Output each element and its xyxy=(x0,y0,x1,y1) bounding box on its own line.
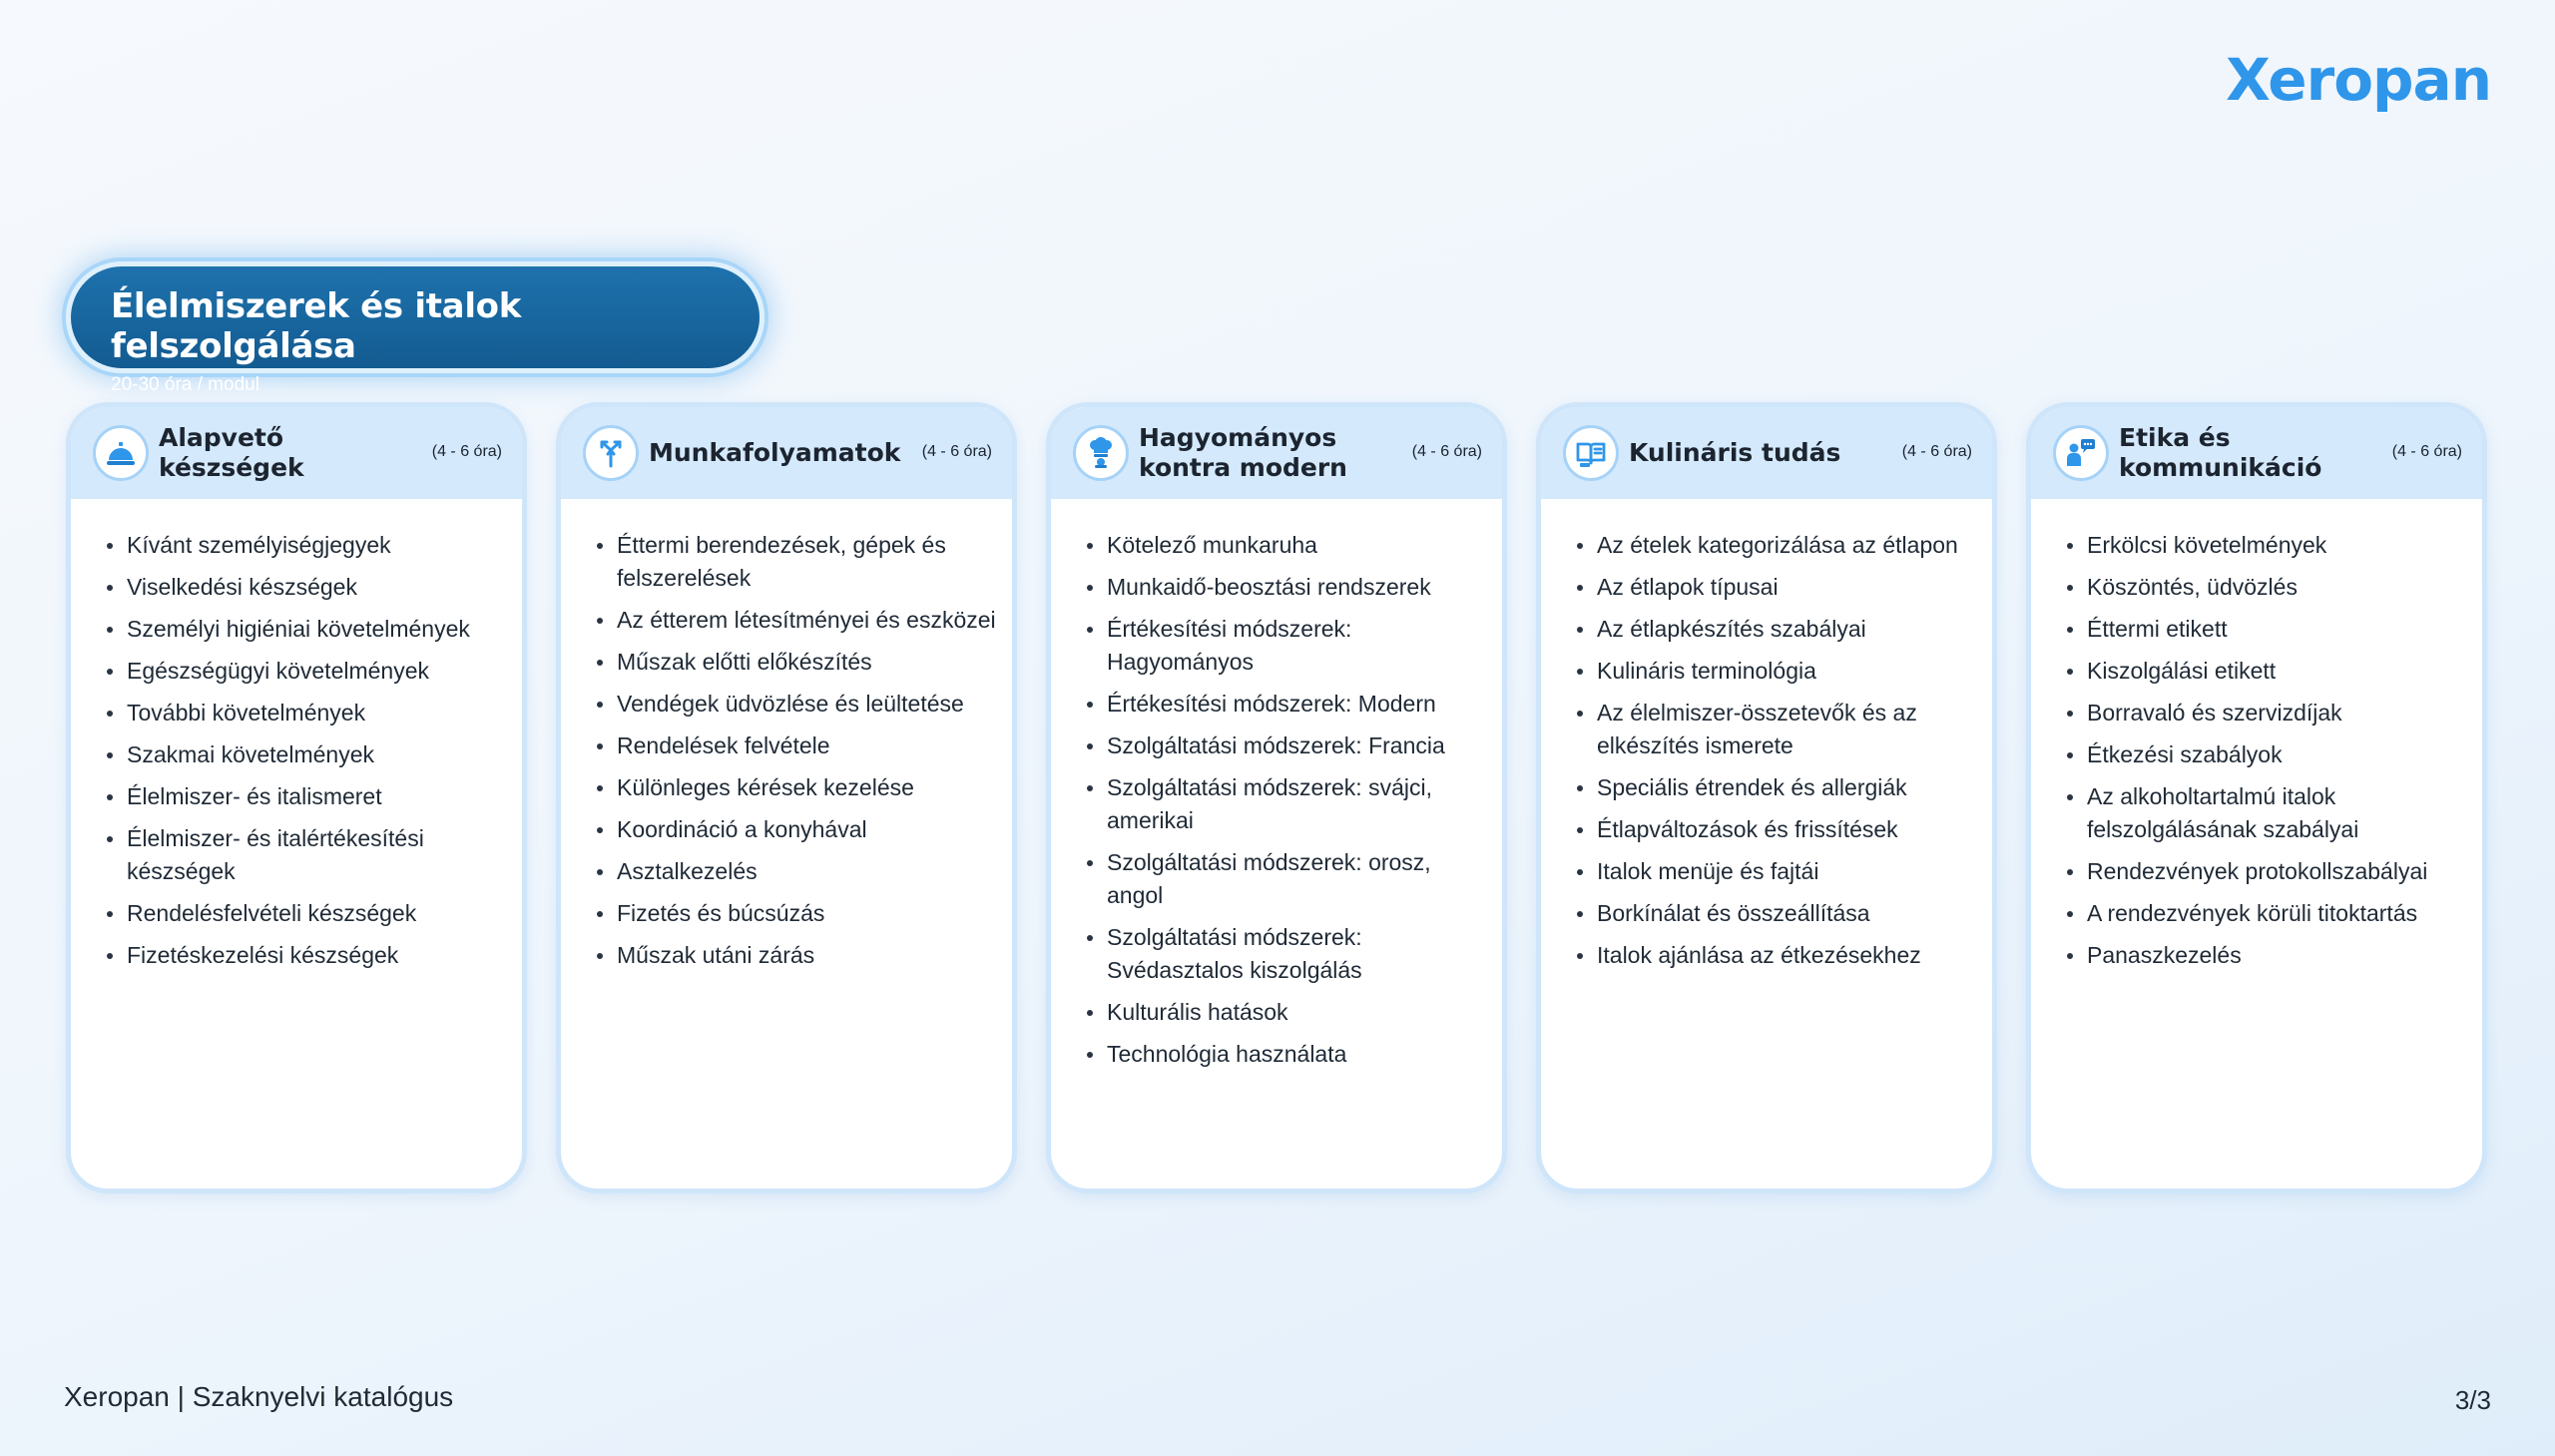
list-item: Rendelések felvétele xyxy=(597,729,998,762)
list-item: Az étlapok típusai xyxy=(1577,571,1978,604)
card-header xyxy=(561,407,1012,499)
chef-icon xyxy=(1073,425,1129,481)
list-item: Éttermi berendezések, gépek és felszerelések xyxy=(597,529,998,595)
module-duration: 20-30 óra / modul xyxy=(111,374,259,395)
card-alapveto-keszsegek xyxy=(66,402,527,1194)
card-topic-list xyxy=(561,499,1012,972)
card-title: Hagyományos kontra modern xyxy=(1139,423,1347,482)
list-item: Élelmiszer- és italértékesítési készségek xyxy=(107,822,508,888)
card-title: Etika és kommunikáció xyxy=(2119,423,2322,482)
list-item: Értékesítési módszerek: Modern xyxy=(1087,688,1488,721)
card-header xyxy=(1541,407,1992,499)
list-item: A rendezvények körüli titoktartás xyxy=(2067,897,2468,930)
xeropan-logo: Xeropan xyxy=(2226,46,2491,114)
card-topic-list xyxy=(2031,499,2482,972)
card-hagyomanyos-kontra-modern xyxy=(1046,402,1507,1194)
list-item: Italok ajánlása az étkezésekhez xyxy=(1577,939,1978,972)
list-item: Fizetés és búcsúzás xyxy=(597,897,998,930)
card-header xyxy=(71,407,522,499)
list-item: Borkínálat és összeállítása xyxy=(1577,897,1978,930)
list-item: Erkölcsi követelmények xyxy=(2067,529,2468,562)
list-item: Technológia használata xyxy=(1087,1038,1488,1071)
card-topic-list xyxy=(71,499,522,972)
list-item: Panaszkezelés xyxy=(2067,939,2468,972)
list-item: Kulináris terminológia xyxy=(1577,655,1978,688)
card-hours: (4 - 6 óra) xyxy=(1901,443,1972,460)
list-item: Kívánt személyiségjegyek xyxy=(107,529,508,562)
list-item: Az étlapkészítés szabályai xyxy=(1577,613,1978,646)
list-item: Rendelésfelvételi készségek xyxy=(107,897,508,930)
list-item: Szakmai követelmények xyxy=(107,738,508,771)
card-hours: (4 - 6 óra) xyxy=(1411,443,1482,460)
list-item: Szolgáltatási módszerek: Francia xyxy=(1087,729,1488,762)
list-item: Élelmiszer- és italismeret xyxy=(107,780,508,813)
card-hours: (4 - 6 óra) xyxy=(431,443,502,460)
list-item: Értékesítési módszerek: Hagyományos xyxy=(1087,613,1488,679)
list-item: Vendégek üdvözlése és leültetése xyxy=(597,688,998,721)
list-item: Személyi higiéniai követelmények xyxy=(107,613,508,646)
list-item: Különleges kérések kezelése xyxy=(597,771,998,804)
card-title: Munkafolyamatok xyxy=(649,438,901,467)
topic-cards xyxy=(66,402,2487,1194)
card-hours: (4 - 6 óra) xyxy=(2391,443,2462,460)
card-hours: (4 - 6 óra) xyxy=(921,443,992,460)
list-item: Az ételek kategorizálása az étlapon xyxy=(1577,529,1978,562)
list-item: Köszöntés, üdvözlés xyxy=(2067,571,2468,604)
list-item: Kulturális hatások xyxy=(1087,996,1488,1029)
list-item: Speciális étrendek és allergiák xyxy=(1577,771,1978,804)
list-item: Étlapváltozások és frissítések xyxy=(1577,813,1978,846)
footer-catalog-label: Xeropan | Szaknyelvi katalógus xyxy=(64,1381,454,1412)
list-item: Az alkoholtartalmú italok felszolgálásának szabályai xyxy=(2067,780,2468,846)
list-item: Az étterem létesítményei és eszközei xyxy=(597,604,998,637)
recipe-book-icon xyxy=(1563,425,1619,481)
card-munkafolyamatok xyxy=(556,402,1017,1194)
module-title-badge xyxy=(66,261,765,395)
workflow-arrows-icon xyxy=(583,425,639,481)
list-item: Egészségügyi követelmények xyxy=(107,655,508,688)
list-item: További követelmények xyxy=(107,697,508,729)
card-header xyxy=(2031,407,2482,499)
list-item: Étkezési szabályok xyxy=(2067,738,2468,771)
card-title: Alapvető készségek xyxy=(159,423,304,482)
list-item: Szolgáltatási módszerek: orosz, angol xyxy=(1087,846,1488,912)
list-item: Borravaló és szervizdíjak xyxy=(2067,697,2468,729)
card-kulinaris-tudas xyxy=(1536,402,1997,1194)
list-item: Koordináció a konyhával xyxy=(597,813,998,846)
list-item: Éttermi etikett xyxy=(2067,613,2468,646)
page-number: 3/3 xyxy=(2454,1385,2491,1415)
list-item: Italok menüje és fajtái xyxy=(1577,855,1978,888)
card-title: Kulináris tudás xyxy=(1629,438,1841,467)
list-item: Műszak előtti előkészítés xyxy=(597,646,998,679)
list-item: Viselkedési készségek xyxy=(107,571,508,604)
list-item: Az élelmiszer-összetevők és az elkészítés ismerete xyxy=(1577,697,1978,762)
list-item: Rendezvények protokollszabályai xyxy=(2067,855,2468,888)
service-bell-icon xyxy=(93,425,149,481)
list-item: Műszak utáni zárás xyxy=(597,939,998,972)
list-item: Kiszolgálási etikett xyxy=(2067,655,2468,688)
list-item: Szolgáltatási módszerek: Svédasztalos kiszolgálás xyxy=(1087,921,1488,987)
list-item: Fizetéskezelési készségek xyxy=(107,939,508,972)
list-item: Szolgáltatási módszerek: svájci, amerikai xyxy=(1087,771,1488,837)
list-item: Kötelező munkaruha xyxy=(1087,529,1488,562)
card-etika-es-kommunikacio xyxy=(2026,402,2487,1194)
communication-icon xyxy=(2053,425,2109,481)
card-header xyxy=(1051,407,1502,499)
card-topic-list xyxy=(1541,499,1992,972)
module-title: Élelmiszerek és italok felszolgálása xyxy=(111,286,522,366)
list-item: Asztalkezelés xyxy=(597,855,998,888)
card-topic-list xyxy=(1051,499,1502,1071)
list-item: Munkaidő-beosztási rendszerek xyxy=(1087,571,1488,604)
